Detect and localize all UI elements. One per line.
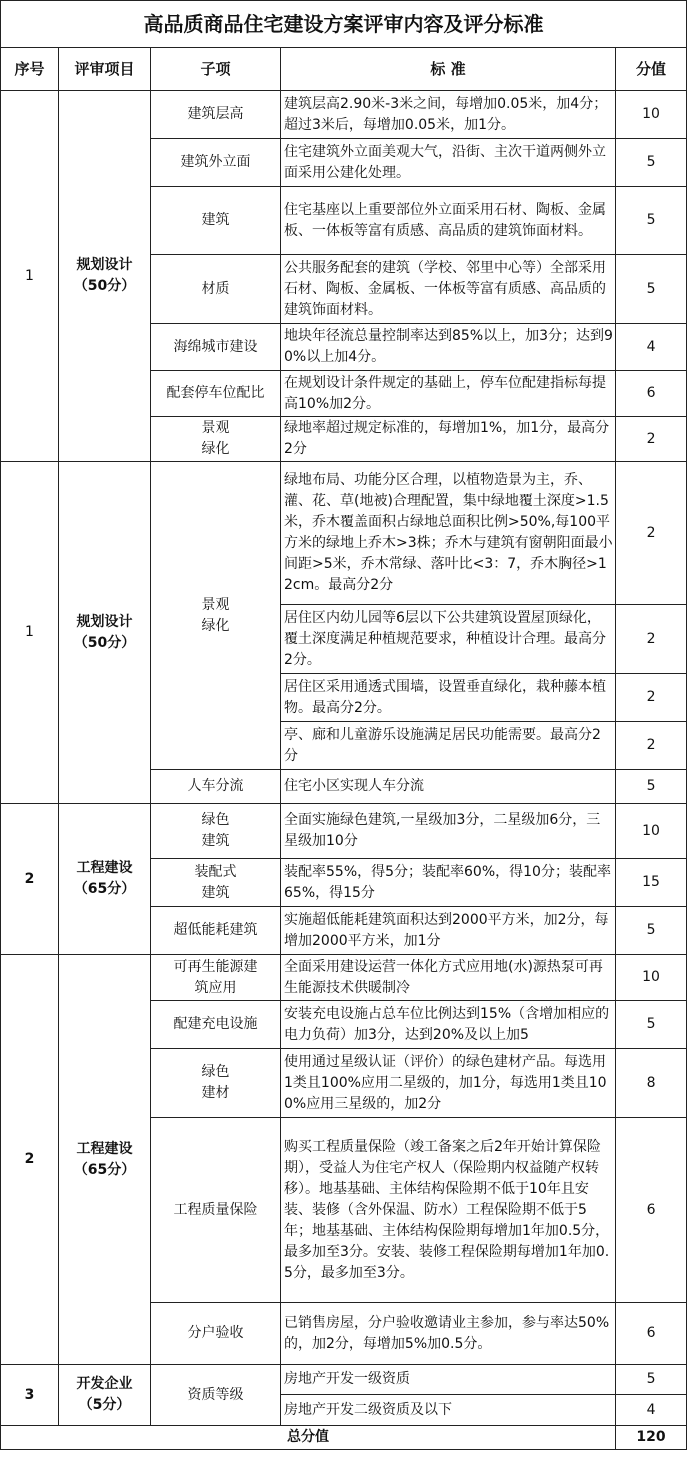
group-item-name: 开发企业: [76, 1376, 133, 1392]
group-number: 1: [1, 91, 59, 462]
score: 2: [616, 417, 687, 462]
score: 2: [616, 462, 687, 605]
header-std: 标 准: [281, 48, 616, 91]
sub-item: 超低能耗建筑: [151, 907, 281, 955]
group-item: [59, 955, 151, 1365]
total-label: 总分值: [1, 1426, 616, 1450]
sub-item: [151, 859, 281, 907]
standard-text: 亭、廊和儿童游乐设施满足居民功能需要。最高分2分: [281, 722, 616, 770]
score: 2: [616, 674, 687, 722]
group-number: 3: [1, 1365, 59, 1426]
sub-item-label: 景观绿化: [201, 420, 230, 457]
group-item: [59, 804, 151, 955]
score: 8: [616, 1049, 687, 1118]
standard-text: 绿地率超过规定标准的，每增加1%，加1分，最高分2分: [281, 417, 616, 462]
sub-item-label: 绿色建材: [201, 1064, 230, 1101]
header-item: 评审项目: [59, 48, 151, 91]
standard-text: 居住区采用通透式围墙，设置垂直绿化，栽种藤本植物。最高分2分。: [281, 674, 616, 722]
group-item: [59, 1365, 151, 1426]
title-row: [1, 1, 687, 48]
score: 5: [616, 139, 687, 187]
sub-item: 配建充电设施: [151, 1001, 281, 1049]
standard-text: 实施超低能耗建筑面积达到2000平方米，加2分，每增加2000平方米，加1分: [281, 907, 616, 955]
header-score: 分值: [616, 48, 687, 91]
standard-text: 住宅小区实现人车分流: [281, 770, 616, 804]
sub-item: [151, 462, 281, 770]
table-row: [1, 1365, 687, 1395]
group-item-name: 规划设计: [76, 257, 133, 273]
total-score: 120: [616, 1426, 687, 1450]
group-number: 2: [1, 804, 59, 955]
score: 10: [616, 91, 687, 139]
group-number: 2: [1, 955, 59, 1365]
sub-item-label: 景观绿化: [201, 596, 230, 634]
group-item-name: 规划设计: [76, 613, 133, 630]
standard-text: 房地产开发一级资质: [281, 1365, 616, 1395]
score: 6: [616, 1303, 687, 1365]
score: 5: [616, 1001, 687, 1049]
sub-item: 海绵城市建设: [151, 324, 281, 371]
group-item-points: （50分）: [73, 634, 136, 651]
score: 5: [616, 770, 687, 804]
group-item: [59, 91, 151, 462]
table-row: [1, 462, 687, 605]
sub-item: 人车分流: [151, 770, 281, 804]
sub-item: 分户验收: [151, 1303, 281, 1365]
sub-item: [151, 1049, 281, 1118]
header-no: 序号: [1, 48, 59, 91]
standard-text: 绿地布局、功能分区合理，以植物造景为主，乔、灌、花、草(地被)合理配置，集中绿地覆土深度>1.5米，乔木覆盖面积占绿地总面积比例>50%,每100平方米的绿地上乔木>3株；乔木与建筑有窗朝阳面最小间距>5米，乔木常绿、落叶比<3：7，乔木胸径>12cm。最高分2分: [281, 462, 616, 605]
group-item-name: 工程建设: [76, 860, 133, 876]
sub-item: [151, 804, 281, 859]
group-item: [59, 462, 151, 804]
score: 4: [616, 324, 687, 371]
score: 5: [616, 187, 687, 255]
standard-text: 住宅基座以上重要部位外立面采用石材、陶板、金属板、一体板等富有质感、高品质的建筑饰面材料。: [281, 187, 616, 255]
standard-text: 住宅建筑外立面美观大气，沿街、主次干道两侧外立面采用公建化处理。: [281, 139, 616, 187]
score: 5: [616, 907, 687, 955]
score: 4: [616, 1395, 687, 1426]
sub-item: 资质等级: [151, 1365, 281, 1426]
group-item-points: （5分）: [78, 1397, 131, 1413]
standard-text: 已销售房屋，分户验收邀请业主参加，参与率达50%的，加2分，每增加5%加0.5分。: [281, 1303, 616, 1365]
sub-item-label: 可再生能源建筑应用: [173, 958, 258, 996]
standard-text: 公共服务配套的建筑（学校、邻里中心等）全部采用石材、陶板、金属板、一体板等富有质感、高品质的建筑饰面材料。: [281, 255, 616, 324]
score: 2: [616, 605, 687, 674]
sub-item: 工程质量保险: [151, 1118, 281, 1303]
sub-item: 建筑: [151, 187, 281, 255]
header-row: [1, 48, 687, 91]
standard-text: 建筑层高2.90米-3米之间，每增加0.05米，加4分；超过3米后，每增加0.05米，加1分。: [281, 91, 616, 139]
standard-text: 全面实施绿色建筑,一星级加3分，二星级加6分，三星级加10分: [281, 804, 616, 859]
standard-text: 在规划设计条件规定的基础上，停车位配建指标每提高10%加2分。: [281, 371, 616, 417]
header-sub: 子项: [151, 48, 281, 91]
standard-text: 安装充电设施占总车位比例达到15%（含增加相应的电力负荷）加3分，达到20%及以上加5: [281, 1001, 616, 1049]
standard-text: 房地产开发二级资质及以下: [281, 1395, 616, 1426]
sub-item: [151, 955, 281, 1001]
score: 5: [616, 255, 687, 324]
score: 6: [616, 1118, 687, 1303]
score: 2: [616, 722, 687, 770]
sub-item: 建筑外立面: [151, 139, 281, 187]
table-row: [1, 804, 687, 859]
group-number: 1: [1, 462, 59, 804]
score: 5: [616, 1365, 687, 1395]
total-row: [1, 1426, 687, 1450]
group-item-points: （65分）: [73, 1161, 136, 1178]
standard-text: 使用通过星级认证（评价）的绿色建材产品。每选用1类且100%应用二星级的，加1分，每选用1类且100%应用三星级的，加2分: [281, 1049, 616, 1118]
score: 15: [616, 859, 687, 907]
score: 10: [616, 955, 687, 1001]
score: 6: [616, 371, 687, 417]
sub-item: 建筑层高: [151, 91, 281, 139]
sub-item: 配套停车位配比: [151, 371, 281, 417]
standard-text: 装配率55%，得5分；装配率60%，得10分；装配率65%，得15分: [281, 859, 616, 907]
table-row: [1, 955, 687, 1001]
standard-text: 地块年径流总量控制率达到85%以上，加3分；达到90%以上加4分。: [281, 324, 616, 371]
table-row: [1, 91, 687, 139]
group-item-points: （50分）: [73, 278, 136, 294]
group-item-points: （65分）: [73, 881, 136, 897]
standard-text: 购买工程质量保险（竣工备案之后2年开始计算保险期），受益人为住宅产权人（保险期内权益随产权转移）。地基基础、主体结构保险期不低于10年且安装、装修（含外保温、防水）工程保险期不低于5年；地基基础、主体结构保险期每增加1年加0.5分，最多加至3分。安装、装修工程保险期每增加1年加0.5分，最多加至3分。: [281, 1118, 616, 1303]
group-item-name: 工程建设: [76, 1140, 133, 1157]
table-title: 高品质商品住宅建设方案评审内容及评分标准: [1, 1, 687, 48]
sub-item-label: 装配式建筑: [194, 863, 237, 901]
sub-item: [151, 417, 281, 462]
standard-text: 全面采用建设运营一体化方式应用地(水)源热泵可再生能源技术供暖制冷: [281, 955, 616, 1001]
standard-text: 居住区内幼儿园等6层以下公共建筑设置屋顶绿化，覆土深度满足种植规范要求，种植设计合理。最高分2分。: [281, 605, 616, 674]
sub-item: 材质: [151, 255, 281, 324]
score: 10: [616, 804, 687, 859]
sub-item-label: 绿色建筑: [201, 812, 230, 849]
